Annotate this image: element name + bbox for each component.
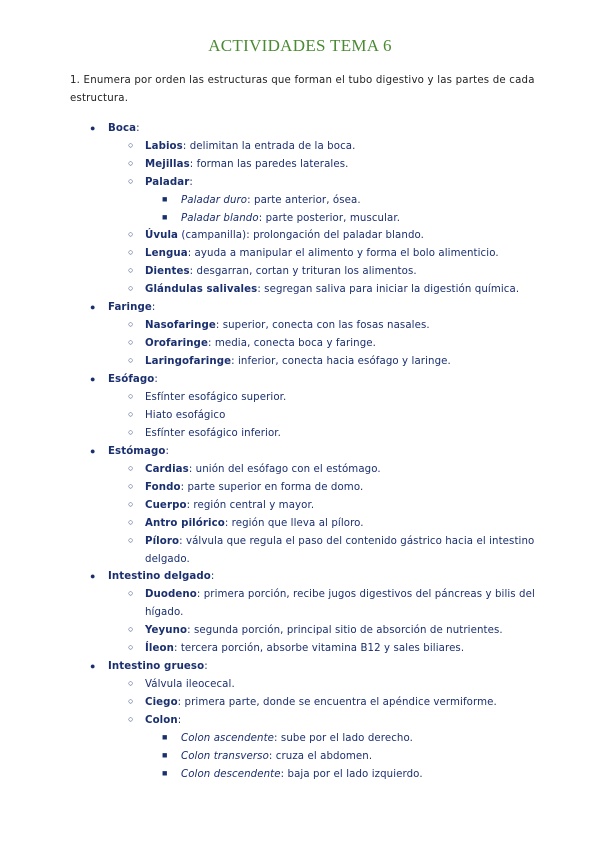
section-estomago: Estómago: [108, 446, 170, 457]
item-nasofaringe: Nasofaringe: superior, conecta con las fosas nasales. [145, 320, 430, 331]
item-colon-descendente: Colon descendente: baja por el lado izquierdo. [181, 769, 423, 780]
bullet-dot: ● [90, 571, 96, 581]
bullet-circle: ○ [128, 588, 134, 598]
bullet-circle: ○ [128, 481, 134, 491]
bullet-circle: ○ [128, 283, 134, 293]
item-paladar-duro: Paladar duro: parte anterior, ósea. [181, 195, 361, 206]
item-ileon: Íleon: tercera porción, absorbe vitamina B12 y sales biliares. [145, 643, 465, 654]
item-colon-transverso: Colon transverso: cruza el abdomen. [181, 751, 373, 762]
bullet-circle: ○ [128, 642, 134, 652]
bullet-dot: ● [90, 123, 96, 133]
item-duodeno: Duodeno: primera porción, recibe jugos digestivos del páncreas y bilis del hígado. [145, 589, 535, 618]
section-boca: Boca: [108, 123, 140, 134]
item-orofaringe: Orofaringe: media, conecta boca y faringe. [145, 338, 377, 349]
bullet-circle: ○ [128, 265, 134, 275]
bullet-circle: ○ [128, 535, 134, 545]
item-glandulas: Glándulas salivales: segregan saliva para iniciar la digestión química. [145, 284, 520, 295]
item-colon-ascendente: Colon ascendente: sube por el lado derecho. [181, 733, 413, 744]
item-cuerpo: Cuerpo: región central y mayor. [145, 500, 315, 511]
item-paladar-blando: Paladar blando: parte posterior, muscular. [181, 213, 401, 224]
bullet-circle: ○ [128, 409, 134, 419]
item-lengua: Lengua: ayuda a manipular el alimento y forma el bolo alimenticio. [145, 248, 499, 259]
bullet-circle: ○ [128, 337, 134, 347]
bullet-circle: ○ [128, 229, 134, 239]
bullet-circle: ○ [128, 158, 134, 168]
item-esfinter-inferior: Esfínter esofágico inferior. [145, 428, 281, 439]
item-esfinter-superior: Esfínter esofágico superior. [145, 392, 287, 403]
bullet-circle: ○ [128, 355, 134, 365]
bullet-circle: ○ [128, 319, 134, 329]
item-mejillas: Mejillas: forman las paredes laterales. [145, 159, 349, 170]
bullet-dot: ● [90, 661, 96, 671]
item-piloro: Píloro: válvula que regula el paso del contenido gástrico hacia el intestino delgado. [145, 536, 535, 565]
bullet-circle: ○ [128, 714, 134, 724]
section-intestino-grueso: Intestino grueso: [108, 661, 208, 672]
bullet-dot: ● [90, 446, 96, 456]
item-dientes: Dientes: desgarran, cortan y trituran los alimentos. [145, 266, 417, 277]
bullet-circle: ○ [128, 427, 134, 437]
bullet-circle: ○ [128, 463, 134, 473]
bullet-square: ■ [162, 768, 168, 778]
item-ciego: Ciego: primera parte, donde se encuentra el apéndice vermiforme. [145, 697, 497, 708]
bullet-circle: ○ [128, 696, 134, 706]
bullet-circle: ○ [128, 624, 134, 634]
item-cardias: Cardias: unión del esófago con el estómago. [145, 464, 381, 475]
bullet-square: ■ [162, 750, 168, 760]
item-labios: Labios: delimitan la entrada de la boca. [145, 141, 356, 152]
bullet-circle: ○ [128, 176, 134, 186]
bullet-square: ■ [162, 212, 168, 222]
question-text: 1. Enumera por orden las estructuras que forman el tubo digestivo y las partes de cada estructura. [70, 75, 535, 104]
bullet-dot: ● [90, 302, 96, 312]
item-fondo: Fondo: parte superior en forma de domo. [145, 482, 364, 493]
item-valvula: Válvula ileocecal. [145, 679, 235, 690]
page-title: ACTIVIDADES TEMA 6 [208, 36, 392, 55]
item-laringofaringe: Laringofaringe: inferior, conecta hacia esófago y laringe. [145, 356, 451, 367]
item-colon: Colon: [145, 715, 182, 726]
item-hiato: Hiato esofágico [145, 410, 226, 421]
bullet-square: ■ [162, 732, 168, 742]
bullet-circle: ○ [128, 391, 134, 401]
bullet-circle: ○ [128, 678, 134, 688]
item-uvula: Úvula (campanilla): prolongación del paladar blando. [145, 230, 425, 241]
bullet-square: ■ [162, 194, 168, 204]
item-yeyuno: Yeyuno: segunda porción, principal sitio de absorción de nutrientes. [145, 625, 503, 636]
item-antro: Antro pilórico: región que lleva al píloro. [145, 518, 364, 529]
section-intestino-delgado: Intestino delgado: [108, 571, 215, 582]
bullet-circle: ○ [128, 140, 134, 150]
bullet-circle: ○ [128, 517, 134, 527]
bullet-circle: ○ [128, 499, 134, 509]
bullet-circle: ○ [128, 247, 134, 257]
section-esofago: Esófago: [108, 374, 158, 385]
section-faringe: Faringe: [108, 302, 156, 313]
bullet-dot: ● [90, 374, 96, 384]
item-paladar: Paladar: [145, 177, 193, 188]
